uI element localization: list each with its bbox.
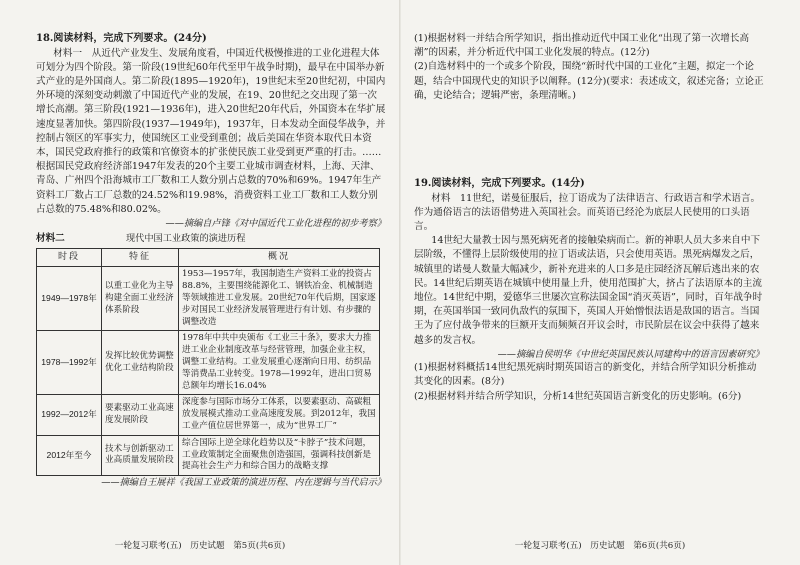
table-cell-period: 1978—1992年 — [37, 331, 102, 395]
page-footer-left: 一轮复习联考(五) 历史试题 第5页(共6页) — [114, 541, 286, 551]
material-2-source: ——摘编自王展祥《我国工业政策的演进历程、内在逻辑与当代启示》 — [101, 477, 386, 489]
q19-task-2: (2)根据材料并结合所学知识，分析14世纪英国语言新变化的历史影响。(6分) — [414, 390, 742, 402]
table-cell-feature: 技术与创新驱动工业高质量发展阶段 — [102, 435, 179, 475]
table-cell-overview: 1978年中共中央颁布《工业三十条》，要求大力推进工业企业制度改革与经营管理，加强企业主权，调整工业结构。工业发展重心逐渐向日用、纺织品等消费品工业转变。1978—1992年，进出口贸易总额年均增长16.04% — [179, 331, 380, 395]
table-cell-period: 1992—2012年 — [37, 395, 102, 435]
q19-material-paragraph-2: 14世纪大量教士因与黑死病死者的接触染病而亡。新的神职人员大多来自中下层阶级，不懂得上层阶级使用的拉丁语或法语，只会使用英语。黑死病爆发之后，城镇里的诺曼人数量大幅减少，新补充进来的人口多是庄园经济瓦解后逃出来的农民。14世纪后期英语在城镇中使用量上升，使用范围扩大，挤占了法语原本的主流地位。14世纪中期，爱德华三世屡次宣称法国金国“消灭英语”，同时，百年战争时期，在英国举国一致同仇敌忾的氛围下，英国人开始憎恨法语是敌国的语言。当国王为了应付战争带来的巨额开支而频频召开议会时，市民阶层在议会中获得了越来越多的发言权。 — [414, 235, 763, 346]
table-cell-overview: 综合国际上逆全球化趋势以及“卡脖子”技术问题，工业政策制定全面聚焦创造强国，强调科技创新是提高社会生产力和综合国力的战略支撑 — [179, 435, 380, 475]
table-header-row — [37, 249, 380, 267]
table-header-period: 时段 — [37, 249, 102, 267]
material-1-paragraph: 材料一 从近代产业发生、发展角度看，中国近代极慢推进的工业化进程大体可划分为四个阶段。第一阶段(19世纪60年代至甲午战争时期)，最早在中国举办新式产业的是外国商人。第二阶段(1895—1920年)，19世纪末至20世纪初，中国内外环境的深刻变动刺激了中国近代产业的发展，在19、20世纪之交出现了第一次增长高潮。第三阶段(1921—1936年)，进入20世纪20年代后，外国资本在华扩展速度显著加快。第四阶段(1937—1949年)，1937年，日本发动全面侵华战争，并控制占领区的军事实力，使国统区工业受到重创；战后美国在华资本取代日本资本，国民党政府推行的政策和官僚资本的扩张使民族工业受到更严重的打击。……根据国民党政府经济部1947年发表的20个主要工业城市调查材料，上海、天津、青岛、广州四个沿海城市工厂数和工人数分别占总数的70%和69%。1947年生产资料工厂数占工厂总数的24.52%和19.98%，消费资料工业工厂数和工人数分别占总数的75.48%和80.02%。 — [36, 47, 386, 215]
q19-material-source: ——摘编自侯明华《中世纪英国民族认同建构中的语言因素研究》 — [497, 348, 764, 360]
question-18-heading: 18.阅读材料，完成下列要求。(24分) — [36, 33, 207, 44]
q18-task-1: (1)根据材料一并结合所学知识，指出推动近代中国工业化“出现了第一次增长高潮”的因素，并分析近代中国工业化发展的特点。(12分) — [414, 33, 750, 59]
table-row — [37, 267, 380, 331]
material-2-label: 材料二 — [36, 233, 65, 245]
table-cell-feature: 以重工业化为主导构建全面工业经济体系阶段 — [102, 267, 179, 331]
q18-task-2: (2)自选材料中的一个或多个阶段，围绕“新时代中国的工业化”主题，拟定一个论题，结合中国现代史的知识予以阐释。(12分)(要求：表述成文，叙述完备；立论正确，史论结合；逻辑严密，条理清晰。) — [414, 61, 764, 101]
q19-material-paragraph-1: 材料 11世纪，诺曼征服后，拉丁语成为了法律语言、行政语言和学术语言。作为通俗语言的法语借势进入英国社会。而英语已经沦为底层人民使用的口头语言。 — [414, 192, 761, 232]
table-cell-overview: 深度参与国际市场分工体系，以要素驱动、高碳粗放发展模式推动工业高速度发展。到2012年，我国工业产值位居世界第一，成为“世界工厂” — [179, 395, 380, 435]
right-page — [400, 0, 800, 565]
page-footer-right: 一轮复习联考(五) 历史试题 第6页(共6页) — [514, 541, 686, 551]
table-cell-period: 1949—1978年 — [37, 267, 102, 331]
table-row — [37, 331, 380, 395]
table-cell-period: 2012年至今 — [37, 435, 102, 475]
q19-task-1: (1)根据材料概括14世纪黑死病时期英国语言的新变化，并结合所学知识分析推动其变化的因素。(8分) — [414, 362, 757, 388]
material-2-header — [36, 232, 386, 246]
material-1-source: ——摘编自卢锋《对中国近代工业化进程的初步考察》 — [165, 217, 386, 229]
question-19-heading: 19.阅读材料，完成下列要求。(14分) — [414, 178, 585, 190]
table-cell-overview: 1953—1957年，我国制造生产资料工业的投资占88.8%，主要围绕能源化工、钢铁冶金、机械制造等领域推进工业发展。20世纪70年代后期，国家逐步对国民工业经济发展管理进行有计划、有步骤的调整改造 — [179, 267, 380, 331]
table-cell-feature: 发挥比较优势调整优化工业结构阶段 — [102, 331, 179, 395]
material-2-title: 现代中国工业政策的演进历程 — [126, 233, 246, 245]
question-19 — [414, 177, 764, 404]
table-row — [37, 395, 380, 435]
table-row — [37, 435, 380, 475]
industrial-policy-table — [36, 248, 380, 476]
table-cell-feature: 要素驱动工业高速度发展阶段 — [102, 395, 179, 435]
table-header-feature: 特征 — [102, 249, 179, 267]
table-header-overview: 概况 — [179, 249, 380, 267]
